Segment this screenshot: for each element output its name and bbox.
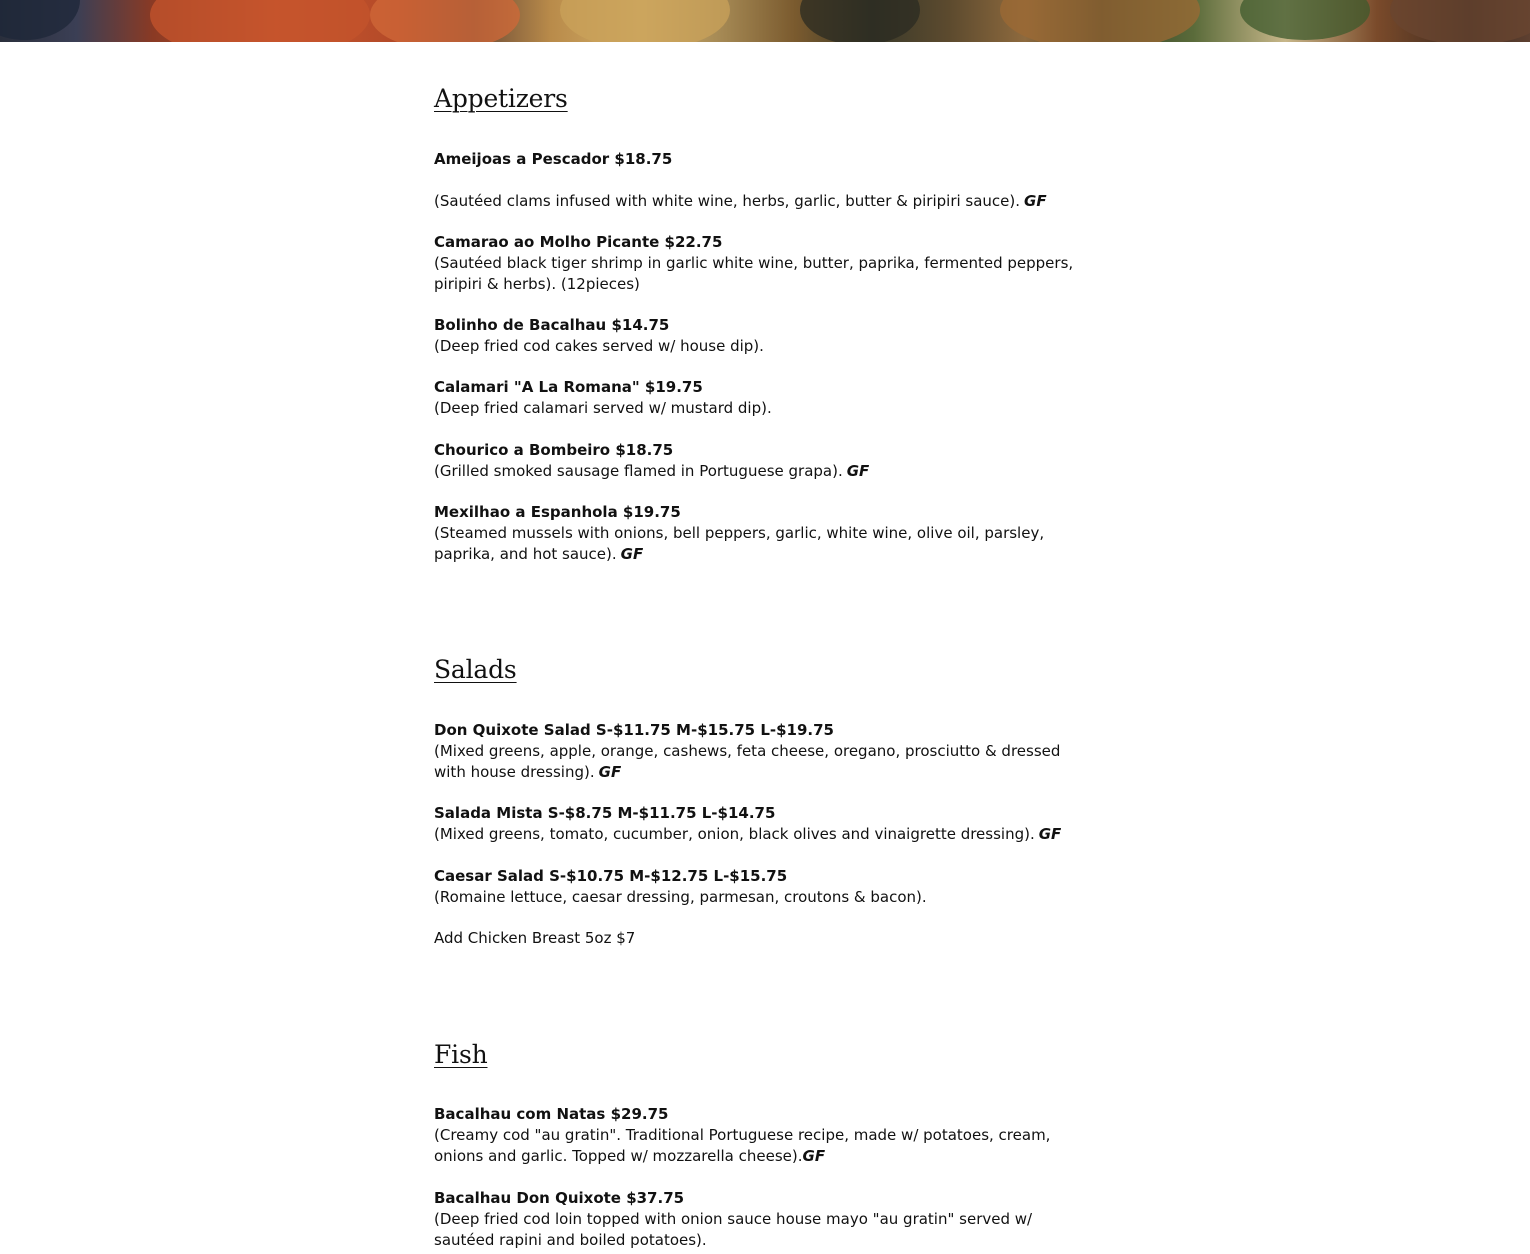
item-description-text: (Sautéed clams infused with white wine, herbs, garlic, butter & piripiri sauce). (434, 191, 1021, 210)
section-title-fish: Fish (434, 1040, 488, 1069)
item-description-text: (Steamed mussels with onions, bell peppers, garlic, white wine, olive oil, parsley, paprika, and hot sauce). (434, 523, 1045, 563)
hero-food-decoration (370, 0, 520, 42)
item-name: Chourico a Bombeiro $18.75 (434, 441, 674, 459)
item-name: Salada Mista S-$8.75 M-$11.75 L-$14.75 (434, 804, 776, 822)
hero-food-decoration (150, 0, 370, 42)
item-description-text: (Deep fried cod cakes served w/ house dip). (434, 336, 764, 355)
item-description (434, 191, 1094, 212)
gluten-free-tag: GF (620, 544, 644, 563)
item-description-text: (Mixed greens, apple, orange, cashews, feta cheese, oregano, prosciutto & dressed with house dressing). (434, 741, 1061, 781)
section-title-appetizers: Appetizers (434, 84, 568, 113)
addon-text: Add Chicken Breast 5oz $7 (434, 929, 636, 947)
menu-item (434, 866, 1094, 908)
item-name: Calamari "A La Romana" $19.75 (434, 378, 703, 396)
menu-item (434, 377, 1094, 419)
gluten-free-tag: GF (1038, 824, 1062, 843)
spacer (434, 170, 1094, 191)
hero-food-decoration (1240, 0, 1370, 40)
item-description (434, 741, 1094, 783)
section-title-salads: Salads (434, 655, 517, 684)
menu-item (434, 1104, 1094, 1166)
item-description (434, 1209, 1094, 1251)
item-description (434, 461, 1094, 482)
item-description (434, 887, 1094, 908)
hero-food-decoration (1390, 0, 1530, 42)
item-description (434, 398, 1094, 419)
gluten-free-tag: GF (1024, 191, 1047, 210)
menu-item (434, 803, 1094, 845)
item-description (434, 253, 1094, 295)
menu-item (434, 232, 1094, 294)
menu-item (434, 720, 1094, 782)
menu-item (434, 315, 1094, 357)
gluten-free-tag: GF (598, 762, 622, 781)
hero-food-decoration (800, 0, 920, 42)
item-name: Mexilhao a Espanhola $19.75 (434, 503, 681, 521)
item-description (434, 1125, 1094, 1167)
item-description-text: (Grilled smoked sausage flamed in Portuguese grapa). (434, 461, 843, 480)
item-description-text: (Creamy cod "au gratin". Traditional Portuguese recipe, made w/ potatoes, cream, onions and garlic. Topped w/ mozzarella cheese). (434, 1125, 1051, 1165)
item-description-text: (Deep fried cod loin topped with onion sauce house mayo "au gratin" served w/ sautéed rapini and boiled potatoes). (434, 1209, 1033, 1249)
menu-item (434, 502, 1094, 564)
menu-item (434, 149, 1094, 211)
item-description-text: (Romaine lettuce, caesar dressing, parmesan, croutons & bacon). (434, 887, 927, 906)
item-name: Caesar Salad S-$10.75 M-$12.75 L-$15.75 (434, 867, 788, 885)
item-description-text: (Mixed greens, tomato, cucumber, onion, black olives and vinaigrette dressing). (434, 824, 1035, 843)
hero-food-decoration (1000, 0, 1200, 42)
item-name: Bacalhau com Natas $29.75 (434, 1105, 669, 1123)
salad-addon-note (434, 928, 1094, 949)
gluten-free-tag: GF (802, 1146, 826, 1165)
item-name: Bolinho de Bacalhau $14.75 (434, 316, 670, 334)
item-name: Ameijoas a Pescador $18.75 (434, 150, 673, 168)
item-description-text: (Sautéed black tiger shrimp in garlic white wine, butter, paprika, fermented peppers, piripiri & herbs). (12pieces) (434, 253, 1074, 293)
menu-item (434, 1188, 1094, 1250)
hero-food-decoration (0, 0, 80, 40)
item-name: Camarao ao Molho Picante $22.75 (434, 233, 723, 251)
hero-banner-image (0, 0, 1530, 42)
item-name: Bacalhau Don Quixote $37.75 (434, 1189, 685, 1207)
item-description (434, 336, 1094, 357)
item-name: Don Quixote Salad S-$11.75 M-$15.75 L-$19.75 (434, 721, 834, 739)
hero-food-decoration (560, 0, 730, 42)
item-description (434, 824, 1094, 845)
gluten-free-tag: GF (846, 461, 870, 480)
item-description (434, 523, 1094, 565)
item-description-text: (Deep fried calamari served w/ mustard dip). (434, 398, 772, 417)
menu-item (434, 440, 1094, 482)
